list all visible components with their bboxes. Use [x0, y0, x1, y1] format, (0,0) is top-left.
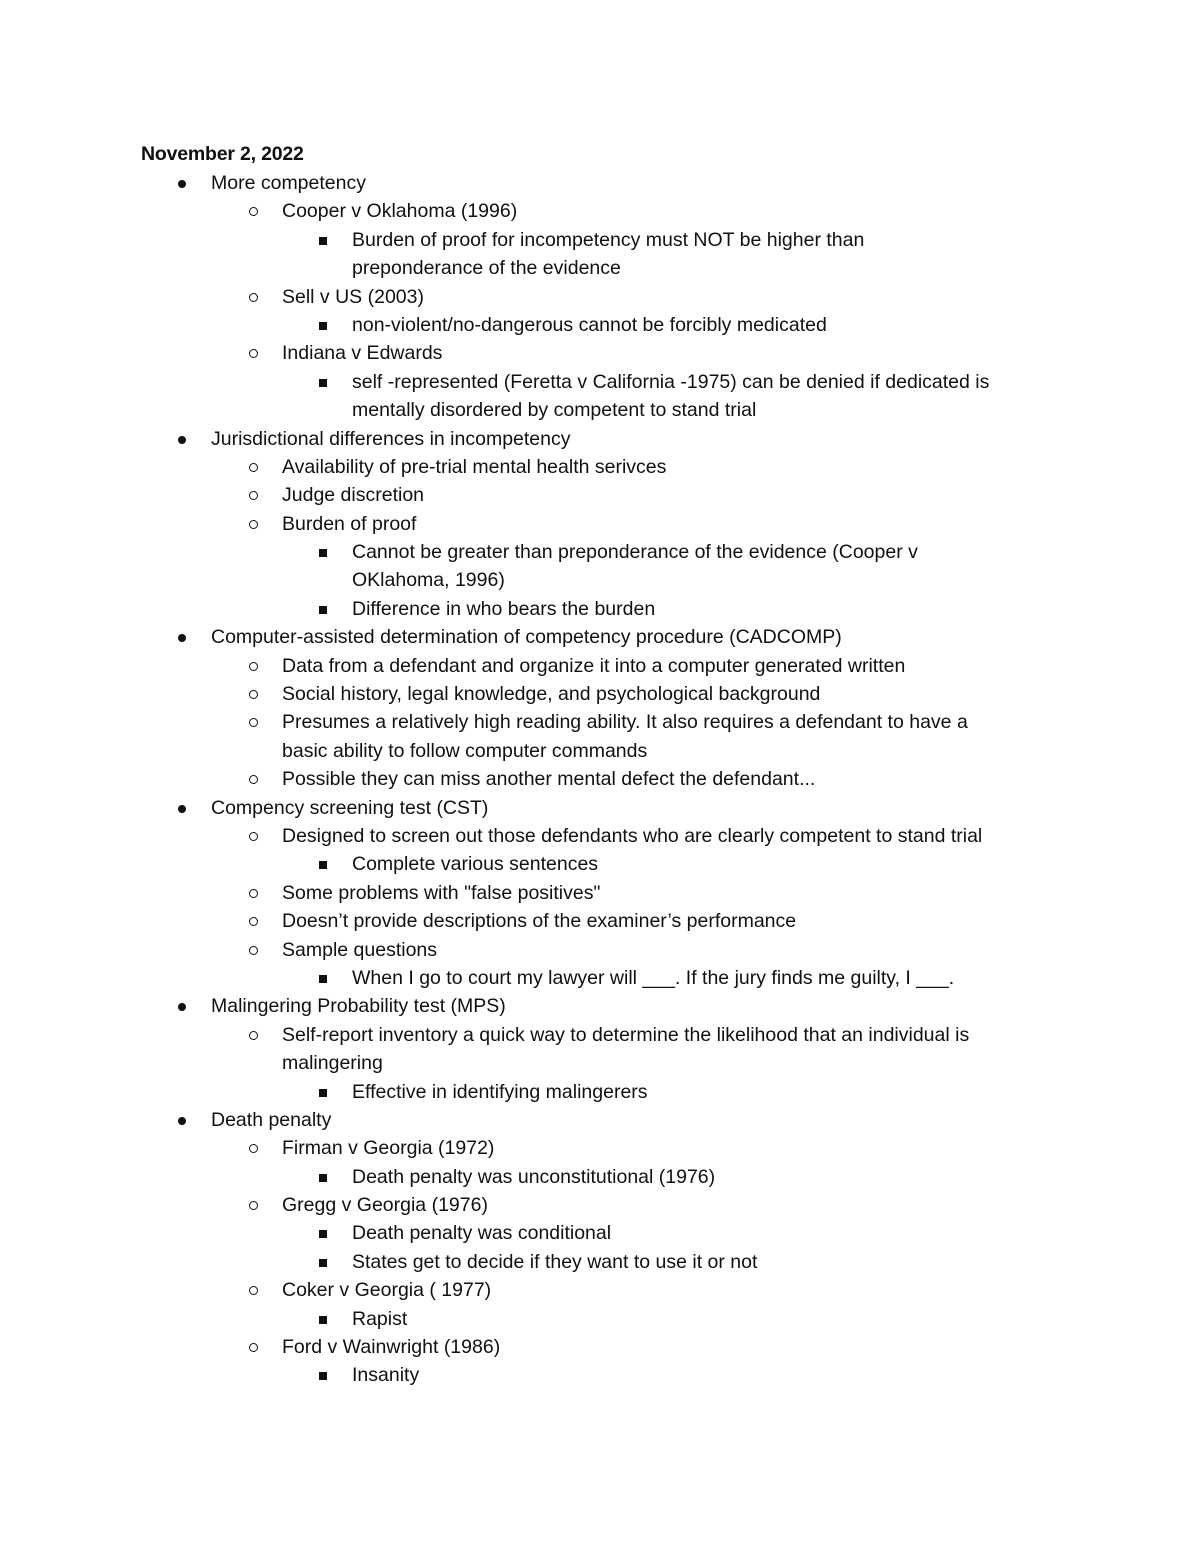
list-item-line — [0, 1248, 1200, 1276]
list-item-text: Sample questions — [282, 938, 438, 961]
filled-square-bullet-icon — [319, 1230, 327, 1238]
list-item-text: Sell v US (2003) — [282, 285, 424, 308]
filled-circle-bullet-icon — [178, 634, 186, 642]
list-item — [0, 708, 1200, 765]
list-item-text: Compency screening test (CST) — [211, 796, 489, 819]
hollow-circle-bullet-icon — [249, 832, 258, 841]
list-item-line — [0, 538, 1200, 566]
hollow-circle-bullet-icon — [249, 491, 258, 500]
list-item-text: malingering — [282, 1052, 383, 1075]
list-item-text: self -represented (Feretta v California -1975) can be denied if dedicated is — [352, 370, 990, 393]
filled-circle-bullet-icon — [178, 805, 186, 813]
list-item-text: Insanity — [352, 1364, 420, 1387]
hollow-circle-bullet-icon — [249, 1201, 258, 1210]
hollow-circle-bullet-icon — [249, 207, 258, 216]
list-item-text: Firman v Georgia (1972) — [282, 1137, 495, 1160]
filled-square-bullet-icon — [319, 861, 327, 869]
list-item — [0, 311, 1200, 339]
hollow-circle-bullet-icon — [249, 662, 258, 671]
list-item — [0, 1191, 1200, 1219]
list-item — [0, 1163, 1200, 1191]
hollow-circle-bullet-icon — [249, 690, 258, 699]
list-item-text: Coker v Georgia ( 1977) — [282, 1279, 492, 1302]
hollow-circle-bullet-icon — [249, 463, 258, 472]
list-item-text: OKlahoma, 1996) — [352, 569, 505, 592]
hollow-circle-bullet-icon — [249, 718, 258, 727]
notes-list — [0, 169, 1200, 1390]
list-item-line — [0, 794, 1200, 822]
list-item-line — [0, 680, 1200, 708]
list-item-line — [0, 765, 1200, 793]
list-item-line — [0, 822, 1200, 850]
list-item — [0, 1106, 1200, 1134]
list-item — [0, 169, 1200, 197]
list-item-line — [0, 1276, 1200, 1304]
hollow-circle-bullet-icon — [249, 1144, 258, 1153]
list-item — [0, 1276, 1200, 1304]
list-item-line — [0, 936, 1200, 964]
list-item-line — [0, 197, 1200, 225]
filled-circle-bullet-icon — [178, 436, 186, 444]
list-item-line — [0, 425, 1200, 453]
list-item-line — [0, 1219, 1200, 1247]
list-item-text: Complete various sentences — [352, 853, 599, 876]
list-item-line — [0, 907, 1200, 935]
list-item-line — [0, 1049, 1200, 1077]
list-item — [0, 1078, 1200, 1106]
list-item-text: Difference in who bears the burden — [352, 597, 656, 620]
list-item-line — [0, 510, 1200, 538]
list-item-text: Computer-assisted determination of competency procedure (CADCOMP) — [211, 626, 842, 649]
list-item — [0, 964, 1200, 992]
list-item-text: Possible they can miss another mental defect the defendant... — [282, 768, 816, 791]
list-item — [0, 623, 1200, 651]
list-item — [0, 1333, 1200, 1361]
filled-square-bullet-icon — [319, 606, 327, 614]
hollow-circle-bullet-icon — [249, 349, 258, 358]
list-item — [0, 197, 1200, 225]
list-item-text: Burden of proof — [282, 512, 417, 535]
list-item — [0, 907, 1200, 935]
list-item — [0, 368, 1200, 425]
list-item-line — [0, 595, 1200, 623]
list-item-text: non-violent/no-dangerous cannot be forcibly medicated — [352, 313, 827, 336]
list-item-text: Effective in identifying malingerers — [352, 1080, 648, 1103]
hollow-circle-bullet-icon — [249, 775, 258, 784]
list-item-text: Jurisdictional differences in incompetency — [211, 427, 571, 450]
list-item — [0, 822, 1200, 850]
list-item — [0, 794, 1200, 822]
list-item-line — [0, 1134, 1200, 1162]
list-item-line — [0, 311, 1200, 339]
list-item-line — [0, 992, 1200, 1020]
list-item — [0, 1305, 1200, 1333]
list-item-line — [0, 453, 1200, 481]
list-item-text: preponderance of the evidence — [352, 257, 621, 280]
list-item — [0, 850, 1200, 878]
filled-square-bullet-icon — [319, 975, 327, 983]
list-item — [0, 1361, 1200, 1389]
list-item-text: Gregg v Georgia (1976) — [282, 1194, 488, 1217]
hollow-circle-bullet-icon — [249, 1343, 258, 1352]
list-item-line — [0, 254, 1200, 282]
filled-circle-bullet-icon — [178, 1117, 186, 1125]
list-item-text: When I go to court my lawyer will ___. If the jury finds me guilty, I ___. — [352, 966, 955, 989]
list-item — [0, 936, 1200, 964]
list-item — [0, 680, 1200, 708]
list-item-line — [0, 226, 1200, 254]
list-item-text: Malingering Probability test (MPS) — [211, 995, 506, 1018]
list-item — [0, 595, 1200, 623]
list-item-text: mentally disordered by competent to stand trial — [352, 399, 757, 422]
hollow-circle-bullet-icon — [249, 520, 258, 529]
list-item-line — [0, 737, 1200, 765]
list-item — [0, 652, 1200, 680]
list-item-line — [0, 1021, 1200, 1049]
filled-square-bullet-icon — [319, 1372, 327, 1380]
hollow-circle-bullet-icon — [249, 889, 258, 898]
filled-square-bullet-icon — [319, 322, 327, 330]
list-item-line — [0, 339, 1200, 367]
list-item-text: Death penalty was conditional — [352, 1222, 612, 1245]
list-item-text: Designed to screen out those defendants who are clearly competent to stand trial — [282, 824, 983, 847]
list-item — [0, 992, 1200, 1020]
filled-circle-bullet-icon — [178, 1003, 186, 1011]
filled-square-bullet-icon — [319, 1089, 327, 1097]
list-item — [0, 453, 1200, 481]
list-item-line — [0, 623, 1200, 651]
hollow-circle-bullet-icon — [249, 1286, 258, 1295]
hollow-circle-bullet-icon — [249, 917, 258, 926]
list-item-line — [0, 879, 1200, 907]
hollow-circle-bullet-icon — [249, 1031, 258, 1040]
date-heading: November 2, 2022 — [141, 143, 304, 165]
list-item-text: Cooper v Oklahoma (1996) — [282, 200, 518, 223]
list-item-text: Presumes a relatively high reading ability. It also requires a defendant to have a — [282, 711, 968, 734]
list-item-text: Doesn’t provide descriptions of the examiner’s performance — [282, 910, 797, 933]
list-item-text: Death penalty was unconstitutional (1976) — [352, 1165, 716, 1188]
list-item-line — [0, 964, 1200, 992]
list-item-line — [0, 1078, 1200, 1106]
list-item-line — [0, 850, 1200, 878]
list-item-text: Indiana v Edwards — [282, 342, 443, 365]
filled-square-bullet-icon — [319, 237, 327, 245]
list-item-line — [0, 1333, 1200, 1361]
filled-square-bullet-icon — [319, 1174, 327, 1182]
list-item-line — [0, 283, 1200, 311]
list-item — [0, 765, 1200, 793]
list-item-line — [0, 368, 1200, 396]
list-item — [0, 1219, 1200, 1247]
list-item-text: Ford v Wainwright (1986) — [282, 1336, 501, 1359]
list-item-text: Social history, legal knowledge, and psychological background — [282, 683, 821, 706]
list-item — [0, 1134, 1200, 1162]
filled-square-bullet-icon — [319, 1316, 327, 1324]
list-item — [0, 339, 1200, 367]
list-item-line — [0, 1163, 1200, 1191]
filled-square-bullet-icon — [319, 1259, 327, 1267]
list-item-text: Self-report inventory a quick way to determine the likelihood that an individual is — [282, 1023, 970, 1046]
list-item-line — [0, 1361, 1200, 1389]
list-item-text: Death penalty — [211, 1108, 332, 1131]
list-item-line — [0, 1305, 1200, 1333]
list-item-text: Some problems with "false positives" — [282, 881, 601, 904]
list-item — [0, 510, 1200, 538]
list-item-text: basic ability to follow computer commands — [282, 739, 648, 762]
list-item-line — [0, 481, 1200, 509]
list-item-line — [0, 652, 1200, 680]
list-item — [0, 226, 1200, 283]
filled-square-bullet-icon — [319, 549, 327, 557]
list-item-text: States get to decide if they want to use it or not — [352, 1250, 758, 1273]
list-item — [0, 1248, 1200, 1276]
list-item-text: More competency — [211, 172, 366, 194]
list-item-text: Judge discretion — [282, 484, 425, 507]
list-item-text: Data from a defendant and organize it into a computer generated written — [282, 654, 906, 677]
list-item — [0, 425, 1200, 453]
list-item-line — [0, 1191, 1200, 1219]
list-item-line — [0, 396, 1200, 424]
list-item-line — [0, 169, 1200, 197]
filled-square-bullet-icon — [319, 379, 327, 387]
list-item — [0, 283, 1200, 311]
list-item-line — [0, 1106, 1200, 1134]
hollow-circle-bullet-icon — [249, 293, 258, 302]
list-item — [0, 1021, 1200, 1078]
list-item — [0, 879, 1200, 907]
list-item-line — [0, 708, 1200, 736]
list-item-text: Burden of proof for incompetency must NOT be higher than — [352, 228, 865, 251]
list-item-text: Availability of pre-trial mental health serivces — [282, 455, 667, 478]
list-item — [0, 481, 1200, 509]
list-item-line — [0, 566, 1200, 594]
filled-circle-bullet-icon — [178, 180, 186, 188]
list-item — [0, 538, 1200, 595]
list-item-text: Cannot be greater than preponderance of the evidence (Cooper v — [352, 541, 918, 564]
list-item-text: Rapist — [352, 1307, 408, 1330]
hollow-circle-bullet-icon — [249, 946, 258, 955]
